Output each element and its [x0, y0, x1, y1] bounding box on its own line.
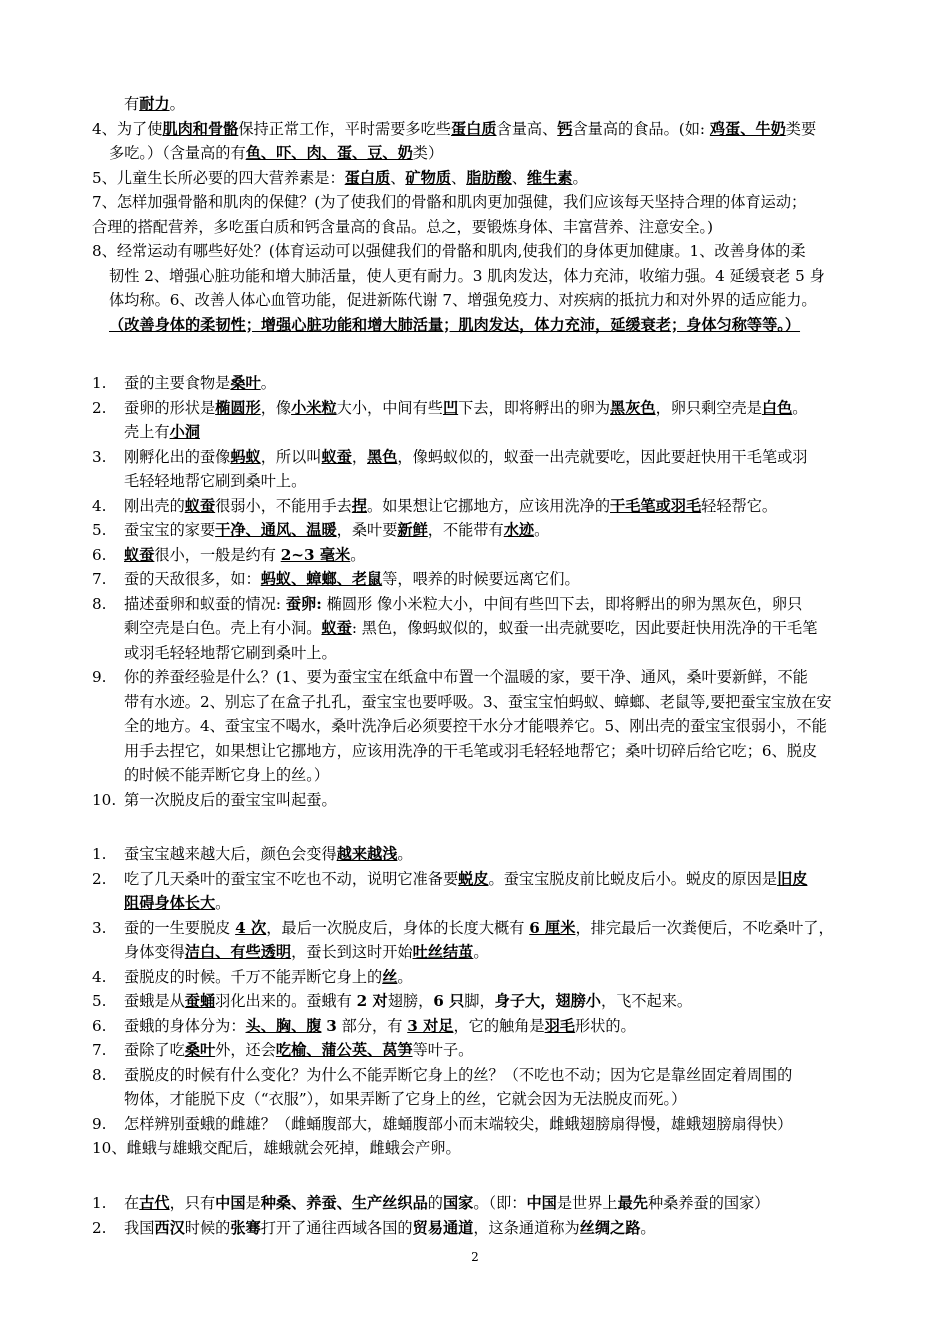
- text: 、: [511, 168, 527, 187]
- text: 保持正常工作，平时需要多吃些: [238, 119, 451, 138]
- answer: 蚂蚁: [230, 447, 261, 466]
- answer: 张骞: [230, 1218, 261, 1237]
- text: 大小，中间有些: [336, 398, 443, 417]
- text: 在: [124, 1194, 140, 1212]
- answer: 干毛笔或羽毛: [610, 496, 702, 515]
- list-item-continuation: 合理的搭配营养，多吃蛋白质和钙含量高的食品。总之，要锻炼身体、丰富营养、注意安全。): [92, 217, 714, 236]
- list-item: [92, 371, 866, 396]
- text: 。: [397, 845, 413, 863]
- list-item: [92, 1216, 866, 1241]
- text: 或羽毛轻轻地帮它刷到桑叶上。: [124, 643, 337, 662]
- text: ，飞不起来。: [600, 992, 693, 1010]
- text: 蚕的天敌很多，如：: [124, 570, 261, 588]
- list-item: [92, 166, 866, 191]
- text: 。: [350, 545, 366, 564]
- list-item: 10、雌蛾与雄蛾交配后，雄蛾就会死掉，雌蛾会产卵。: [92, 1139, 461, 1157]
- text: ，不能带有: [427, 521, 504, 539]
- text: ，排完最后一次粪便后，不吃桑叶了，: [575, 918, 834, 937]
- list-item: [92, 842, 866, 867]
- text: 。: [215, 894, 231, 912]
- item-number: 9.: [92, 668, 107, 686]
- text: 是世界上: [556, 1194, 618, 1212]
- list-item: [92, 592, 866, 666]
- item-number: 8.: [92, 1065, 107, 1084]
- text: 形状的。: [574, 1016, 636, 1035]
- text: 。: [473, 943, 489, 961]
- continued-line: [92, 92, 866, 117]
- answer: 种桑、养蚕、生产丝织品: [260, 1194, 428, 1212]
- item-number: 2.: [92, 398, 107, 417]
- answer: 蚕蛹: [184, 992, 216, 1010]
- list-item: [92, 1038, 866, 1063]
- list-item: 7、怎样加强骨骼和肌肉的保健？(为了使我们的骨骼和肌肉更加强健，我们应该每天坚持合理的体育运动；: [92, 193, 807, 211]
- list-item: [92, 518, 866, 543]
- text: ，这条通道称为: [473, 1218, 580, 1237]
- text: 你的养蚕经验是什么？(1、要为蚕宝宝在纸盒中布置一个温暖的家，要干净、通风，桑叶要新鲜，不能: [124, 668, 808, 686]
- answer: （改善身体的柔韧性；增强心脏功能和增大肺活量；肌肉发达，体力充沛，延缓衰老；身体匀称等等。）: [109, 315, 801, 334]
- answer: 3 对足: [407, 1016, 454, 1035]
- text: 是: [245, 1194, 261, 1212]
- item-number: 7.: [92, 570, 107, 588]
- answer: 6 厘米: [529, 918, 576, 937]
- answer: 羽毛: [544, 1016, 575, 1035]
- answer: 耐力: [139, 95, 170, 113]
- text: 刚出壳的: [124, 496, 185, 515]
- text: 、: [450, 168, 467, 187]
- text: 的时候不能弄断它身上的丝。）: [124, 766, 330, 784]
- answer: 蚁蚕: [184, 496, 216, 515]
- text: ，只有: [169, 1194, 216, 1212]
- text: 。: [792, 398, 808, 417]
- text: 部分，有: [336, 1016, 408, 1035]
- text: 用手去捏它，如果想让它挪地方，应该用洗净的干毛笔或羽毛轻轻地帮它；桑叶切碎后给它吃；6、脱皮: [124, 741, 818, 760]
- text: ，它的触角是: [453, 1016, 545, 1035]
- section-silk-history: [92, 1191, 866, 1240]
- item-number: 1.: [92, 374, 107, 392]
- answer: 吐丝结茧: [412, 943, 474, 961]
- answer: 3: [326, 1016, 337, 1035]
- text: 描述蚕卵和蚁蚕的情况:: [124, 594, 286, 613]
- answer: 椭圆形: [215, 398, 261, 417]
- answer: 最先: [617, 1194, 648, 1212]
- answer: 国家: [442, 1194, 474, 1212]
- item-number: 1.: [92, 1194, 107, 1212]
- text: ，卵只剩空壳是: [655, 398, 762, 417]
- text: 类要: [785, 119, 817, 138]
- text: ，最后一次脱皮后，身体的长度大概有: [266, 918, 530, 937]
- answer: 捏: [351, 496, 367, 515]
- text: 第一次脱皮后的蚕宝宝叫起蚕。: [124, 790, 337, 809]
- text: 吃了几天桑叶的蚕宝宝不吃也不动，说明它准备要: [124, 869, 459, 888]
- answer: 4 次: [235, 918, 267, 937]
- text: 。: [397, 967, 413, 986]
- answer: 蛋白质: [450, 119, 497, 138]
- text: 打开了通往西域各国的: [260, 1218, 413, 1237]
- text: 。蚕宝宝脱皮前比蜕皮后小。蜕皮的原因是: [488, 869, 778, 888]
- section-molting: [92, 842, 866, 1161]
- list-item: [92, 396, 866, 445]
- text: 蚕蛾是从: [124, 992, 185, 1010]
- text: 蚕宝宝的家要: [124, 521, 216, 539]
- text: 。: [572, 168, 588, 187]
- list-item: [92, 1014, 866, 1039]
- answer: 水迹: [503, 521, 535, 539]
- text: 羽化出来的。蚕蛾有: [215, 992, 357, 1010]
- answer: 脂肪酸: [466, 168, 512, 187]
- item-number: 2.: [92, 1218, 107, 1237]
- answer: 小米粒: [291, 398, 337, 417]
- answer: 身子大，翅膀小: [494, 992, 601, 1010]
- answer: 西汉: [154, 1218, 185, 1237]
- text: 很小，一般是约有: [154, 545, 281, 564]
- text: 蚕脱皮的时候有什么变化？为什么不能弄断它身上的丝？（不吃也不动；因为它是靠丝固定着周围的: [124, 1065, 793, 1084]
- answer: 矿物质: [405, 168, 451, 187]
- answer: 鱼、吓、肉、蛋、豆、奶: [245, 144, 413, 162]
- text: 。: [640, 1218, 656, 1237]
- answer: 黑灰色: [610, 398, 656, 417]
- label: 蚁蚕: [321, 619, 352, 637]
- text: 下去，即将孵出的卵为: [458, 398, 610, 417]
- text: 物体，才能脱下皮（“衣服”），如果弄断了它身上的丝，它就会因为无法脱皮而死。）: [124, 1090, 687, 1108]
- item-number: 5.: [92, 992, 107, 1010]
- list-item: [92, 965, 866, 990]
- text: 4、为了使: [92, 119, 163, 138]
- text: 蚕卵的形状是: [124, 398, 216, 417]
- text: 有: [124, 95, 140, 113]
- text: 类）: [412, 144, 444, 162]
- text: 椭圆形 像小米粒大小，中间有些凹下去，即将孵出的卵为黑灰色，卵只: [321, 594, 803, 613]
- text: 蚕的主要食物是: [124, 374, 231, 392]
- answer: 2~3 毫米: [280, 545, 351, 564]
- text: 刚孵化出的蚕像: [124, 447, 231, 466]
- list-item: [92, 665, 866, 788]
- text: 毛轻轻地帮它刷到桑叶上。: [124, 472, 307, 490]
- list-item: [92, 916, 866, 965]
- text: 蚕蛾的身体分为：: [124, 1016, 246, 1035]
- text: 。（即：: [473, 1194, 527, 1212]
- section-silkworm-care: [92, 371, 866, 812]
- answer: 阻碍身体长大: [124, 894, 216, 912]
- list-item: [92, 543, 866, 568]
- answer: 凹: [442, 398, 459, 417]
- list-item: [92, 445, 866, 494]
- answer: 6 只: [433, 992, 465, 1010]
- summary-line: [92, 313, 866, 338]
- list-item: [92, 867, 866, 916]
- answer: 中国: [526, 1194, 557, 1212]
- text: 全的地方。4、蚕宝宝不喝水，桑叶洗净后必须要控干水分才能喂养它。5、刚出壳的蚕宝宝很弱小，不能: [124, 717, 827, 735]
- item-number: 8.: [92, 594, 107, 613]
- label: 蚕卵:: [285, 594, 322, 613]
- list-item: [92, 1112, 866, 1137]
- text: 外，还会: [215, 1041, 276, 1059]
- item-number: 1.: [92, 845, 107, 863]
- text: 蚕除了吃: [124, 1041, 185, 1059]
- item-number: 4.: [92, 967, 107, 986]
- text: ，桑叶要: [336, 521, 398, 539]
- list-item-continuation: 体均称。6、改善人体心血管功能，促进新陈代谢 7、增强免疫力、对疾病的抵抗力和对外界的适应能力。: [109, 291, 817, 309]
- list-item: [92, 989, 866, 1014]
- text: : 黑色，像蚂蚁似的，蚁蚕一出壳就要吃，因此要赶快用洗净的干毛笔: [351, 619, 818, 637]
- text: 多吃。）（含量高的有: [109, 144, 246, 162]
- text: 怎样辨别蚕蛾的雌雄？（雌蛹腹部大，雄蛹腹部小而末端较尖，雌蛾翅膀扇得慢，雄蛾翅膀扇得快）: [124, 1114, 793, 1133]
- answer: 蚁蚕: [124, 545, 155, 564]
- answer: 贸易通道: [412, 1218, 474, 1237]
- text: 、: [390, 168, 406, 187]
- answer: 丝: [382, 967, 398, 986]
- answer: 洁白、有些透明: [184, 943, 292, 961]
- item-number: 3.: [92, 447, 107, 466]
- answer: 维生素: [526, 168, 573, 187]
- text: ，蚕长到这时开始: [291, 943, 413, 961]
- text: 。: [260, 374, 276, 392]
- answer: 中国: [215, 1194, 246, 1212]
- answer: 古代: [139, 1194, 170, 1212]
- answer: 钙: [557, 119, 573, 138]
- item-number: 4.: [92, 496, 107, 515]
- text: 的: [427, 1194, 443, 1212]
- answer: 白色: [761, 398, 793, 417]
- answer: 干净、通风、温暖: [215, 521, 337, 539]
- answer: 新鲜: [397, 521, 428, 539]
- list-item: [92, 494, 866, 519]
- list-item: [92, 1191, 866, 1216]
- list-item-continuation: 韧性 2、增强心脏功能和增大肺活量，使人更有耐力。3 肌肉发达，体力充沛，收缩力强。4 延缓衰老 5 身: [109, 266, 825, 285]
- list-item: [92, 567, 866, 592]
- text: 含量高、: [496, 119, 558, 138]
- item-number: 3.: [92, 918, 107, 937]
- answer: 蜕皮: [458, 869, 489, 888]
- item-number: 2.: [92, 869, 107, 888]
- text: 。: [534, 521, 550, 539]
- answer: 头、胸、腹: [245, 1016, 322, 1035]
- text: 蚕宝宝越来越大后，颜色会变得: [124, 845, 337, 863]
- item-number: 7.: [92, 1041, 107, 1059]
- text: 时候的: [184, 1218, 231, 1237]
- text: 蚕脱皮的时候。千万不能弄断它身上的: [124, 967, 383, 986]
- answer: 蛋白质: [344, 168, 391, 187]
- item-number: 10.: [92, 790, 117, 809]
- text: 等，喂养的时候要远离它们。: [382, 570, 580, 588]
- section-health-notes: [92, 92, 866, 337]
- item-number: 6.: [92, 545, 107, 564]
- text: 剩空壳是白色。壳上有小洞。: [124, 619, 322, 637]
- answer: 越来越浅: [336, 845, 398, 863]
- item-number: 5.: [92, 521, 107, 539]
- answer: 吃榆、蒲公英、莴笋: [275, 1041, 413, 1059]
- answer: 黑色: [367, 447, 398, 466]
- list-item: [92, 1063, 866, 1112]
- answer: 蚂蚁、蟑螂、老鼠: [260, 570, 383, 588]
- answer: 蚁蚕: [321, 447, 352, 466]
- text: ，所以叫: [260, 447, 322, 466]
- list-item: [92, 788, 866, 813]
- answer: 丝绸之路: [579, 1218, 641, 1237]
- answer: 小洞: [169, 423, 200, 441]
- text: 种桑养蚕的国家）: [647, 1194, 770, 1212]
- answer: 桑叶: [230, 374, 261, 392]
- text: 等叶子。: [412, 1041, 474, 1059]
- text: 身体变得: [124, 943, 185, 961]
- text: 很弱小，不能用手去: [215, 496, 352, 515]
- answer: 旧皮: [777, 869, 808, 888]
- item-number: 9.: [92, 1114, 107, 1133]
- text: 轻轻帮它。: [701, 496, 778, 515]
- text: 带有水迹。2、别忘了在盒子扎孔，蚕宝宝也要呼吸。3、蚕宝宝怕蚂蚁、蟑螂、老鼠等,要把蚕宝宝放在安: [124, 692, 832, 711]
- text: ，: [351, 447, 367, 466]
- text: 蚕的一生要脱皮: [124, 918, 236, 937]
- list-item: [92, 117, 866, 142]
- text: 。如果想让它挪地方，应该用洗净的: [367, 496, 610, 515]
- text: 翅膀，: [387, 992, 434, 1010]
- text: 5、儿童生长所必要的四大营养素是：: [92, 168, 345, 187]
- text: 脚，: [464, 992, 495, 1010]
- answer: 鸡蛋、牛奶: [709, 119, 786, 138]
- text: 壳上有: [124, 423, 170, 441]
- answer: 2 对: [356, 992, 388, 1010]
- text: 含量高的食品。(如:: [572, 119, 710, 138]
- answer: 肌肉和骨骼: [162, 119, 239, 138]
- text: ，像: [260, 398, 292, 417]
- page-number: 2: [471, 1250, 479, 1264]
- answer: 桑叶: [184, 1041, 216, 1059]
- text: 。: [169, 95, 185, 113]
- item-number: 6.: [92, 1016, 107, 1035]
- text: ，像蚂蚁似的，蚁蚕一出壳就要吃，因此要赶快用干毛笔或羽: [397, 447, 808, 466]
- list-item-continuation: [92, 141, 866, 166]
- list-item: 8、经常运动有哪些好处？(体育运动可以强健我们的骨骼和肌肉,使我们的身体更加健康。1、改善身体的柔: [92, 242, 806, 260]
- text: 我国: [124, 1218, 155, 1237]
